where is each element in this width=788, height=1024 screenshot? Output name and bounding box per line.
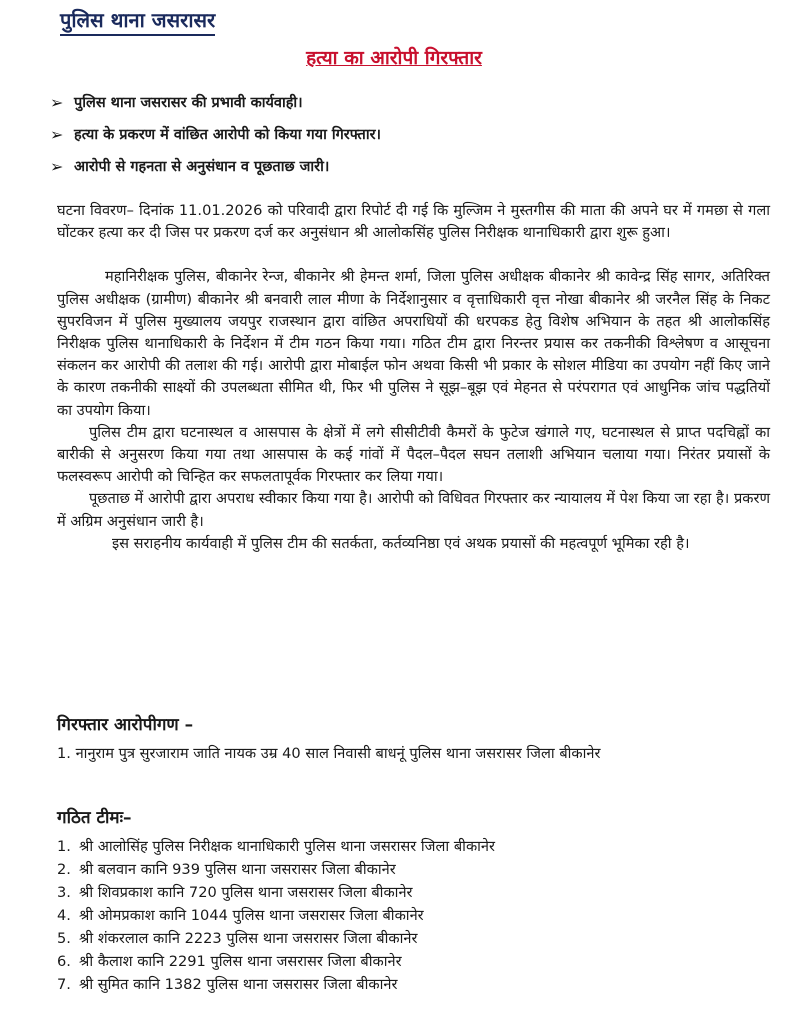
accused-text: नानुराम पुत्र सुरजाराम जाति नायक उम्र 40 साल निवासी बाधनूं पुलिस थाना जसरासर जिला बीकानेर: [75, 745, 601, 762]
team-member-number: 1.: [57, 838, 71, 855]
interrogation-paragraph: पूछताछ में आरोपी द्वारा अपराध स्वीकार किया गया है। आरोपी को विधिवत गिरफ्तार कर न्यायालय में पेश किया जा रहा है। प्रकरण में अग्रिम अनुसंधान जारी है।: [57, 490, 770, 530]
station-title: पुलिस थाना जसरासर: [60, 6, 215, 36]
team-member: [57, 858, 770, 881]
arrow-right-icon: ➢: [50, 92, 64, 112]
team-member-number: 3.: [57, 884, 71, 901]
team-member-number: 7.: [57, 976, 71, 993]
highlight-text: हत्या के प्रकरण में वांछित आरोपी को किया गया गिरफ्तार।: [74, 127, 381, 143]
headline: [0, 44, 788, 70]
team-member-text: श्री कैलाश कानि 2291 पुलिस थाना जसरासर जिला बीकानेर: [79, 953, 402, 970]
incident-details-paragraph: घटना विवरण– दिनांक 11.01.2026 को परिवादी द्वारा रिपोर्ट दी गई कि मुल्जिम ने मुस्तगीस की माता की अपने घर में गमछा से गला घोंटकर हत्या कर दी जिस पर प्रकरण दर्ज कर अनुसंधान श्री आलोकसिंह पुलिस निरीक्षक थानाधिकारी द्वारा शुरू हुआ।: [57, 202, 770, 242]
accused-list: [57, 742, 770, 765]
team-member-text: श्री बलवान कानि 939 पुलिस थाना जसरासर जिला बीकानेर: [79, 861, 396, 878]
highlight-item: [50, 86, 768, 118]
team-member: [57, 904, 770, 927]
team-member-text: श्री ओमप्रकाश कानि 1044 पुलिस थाना जसरासर जिला बीकानेर: [79, 907, 424, 924]
team-member-number: 5.: [57, 930, 71, 947]
team-member: [57, 950, 770, 973]
highlight-item: [50, 118, 768, 150]
accused-section-title: गिरफ्तार आरोपीगण –: [57, 715, 194, 735]
headline-text: हत्या का आरोपी गिरफ्तार: [306, 47, 482, 69]
team-member: [57, 835, 770, 858]
highlight-item: [50, 150, 768, 182]
team-member-text: श्री शंकरलाल कानि 2223 पुलिस थाना जसरासर जिला बीकानेर: [79, 930, 418, 947]
team-section-title: गठित टीमः–: [57, 808, 132, 828]
team-member-text: श्री आलोसिंह पुलिस निरीक्षक थानाधिकारी पुलिस थाना जसरासर जिला बीकानेर: [79, 838, 495, 855]
arrow-right-icon: ➢: [50, 156, 64, 176]
highlight-text: पुलिस थाना जसरासर की प्रभावी कार्यवाही।: [74, 95, 303, 111]
team-list: [57, 835, 770, 996]
team-member-number: 2.: [57, 861, 71, 878]
team-member: [57, 927, 770, 950]
accused-number: 1.: [57, 745, 71, 762]
appreciation-paragraph: इस सराहनीय कार्यवाही में पुलिस टीम की सतर्कता, कर्तव्यनिष्ठा एवं अथक प्रयासों की महत्वपूर्ण भूमिका रही है।: [112, 534, 690, 552]
arrow-right-icon: ➢: [50, 124, 64, 144]
team-formation-paragraph: महानिरीक्षक पुलिस, बीकानेर रेन्ज, बीकानेर श्री हेमन्त शर्मा, जिला पुलिस अधीक्षक बीकानेर श्री कावेन्द्र सिंह सागर, अतिरिक्त पुलिस अधीक्षक (ग्रामीण) बीकानेर श्री बनवारी लाल मीणा के निर्देशानुसार व वृत्ताधिकारी वृत्त नोखा बीकानेर श्री जरनैल सिंह के निकट सुपरविजन में पुलिस मुख्यालय जयपुर राजस्थान द्वारा वांछित अपराधियों की धरपकड हेतु विशेष अभियान के तहत श्री आलोकसिंह निरीक्षक पुलिस थानाधिकारी के निर्देशन में टीम गठन किया गया। गठित टीम द्वारा निरन्तर प्रयास कर तकनीकी विश्लेषण व आसूचना संकलन कर आरोपी की तलाश की गई। आरोपी द्वारा मोबाईल फोन अथवा किसी भी प्रकार के सोशल मीडिया का उपयोग नहीं किए जाने के कारण तकनीकी साक्ष्यों की उपलब्धता सीमित थी, फिर भी पुलिस ने सूझ–बूझ एवं मेहनत से परंपरागत एवं आधुनिक जांच पद्धतियों का उपयोग किया।: [57, 268, 770, 419]
highlights-list: [50, 86, 768, 182]
highlight-text: आरोपी से गहनता से अनुसंधान व पूछताछ जारी।: [74, 159, 330, 175]
team-member-number: 6.: [57, 953, 71, 970]
team-member-text: श्री सुमित कानि 1382 पुलिस थाना जसरासर जिला बीकानेर: [79, 976, 398, 993]
team-member: [57, 973, 770, 996]
investigation-paragraph: पुलिस टीम द्वारा घटनास्थल व आसपास के क्षेत्रों में लगे सीसीटीवी कैमरों के फुटेज खंगाले गए, घटनास्थल से प्राप्त पदचिह्नों का बारीकी से अनुसरण किया गया तथा आसपास के कई गांवों में पैदल–पैदल सघन तलाशी अभियान चलाया गया। निरंतर प्रयासों के फलस्वरूप आरोपी को चिन्हित कर सफलतापूर्वक गिरफ्तार कर लिया गया।: [57, 423, 770, 486]
accused-item: [57, 742, 770, 765]
team-member-number: 4.: [57, 907, 71, 924]
incident-body: [57, 200, 770, 555]
team-member: [57, 881, 770, 904]
team-member-text: श्री शिवप्रकाश कानि 720 पुलिस थाना जसरासर जिला बीकानेर: [79, 884, 413, 901]
